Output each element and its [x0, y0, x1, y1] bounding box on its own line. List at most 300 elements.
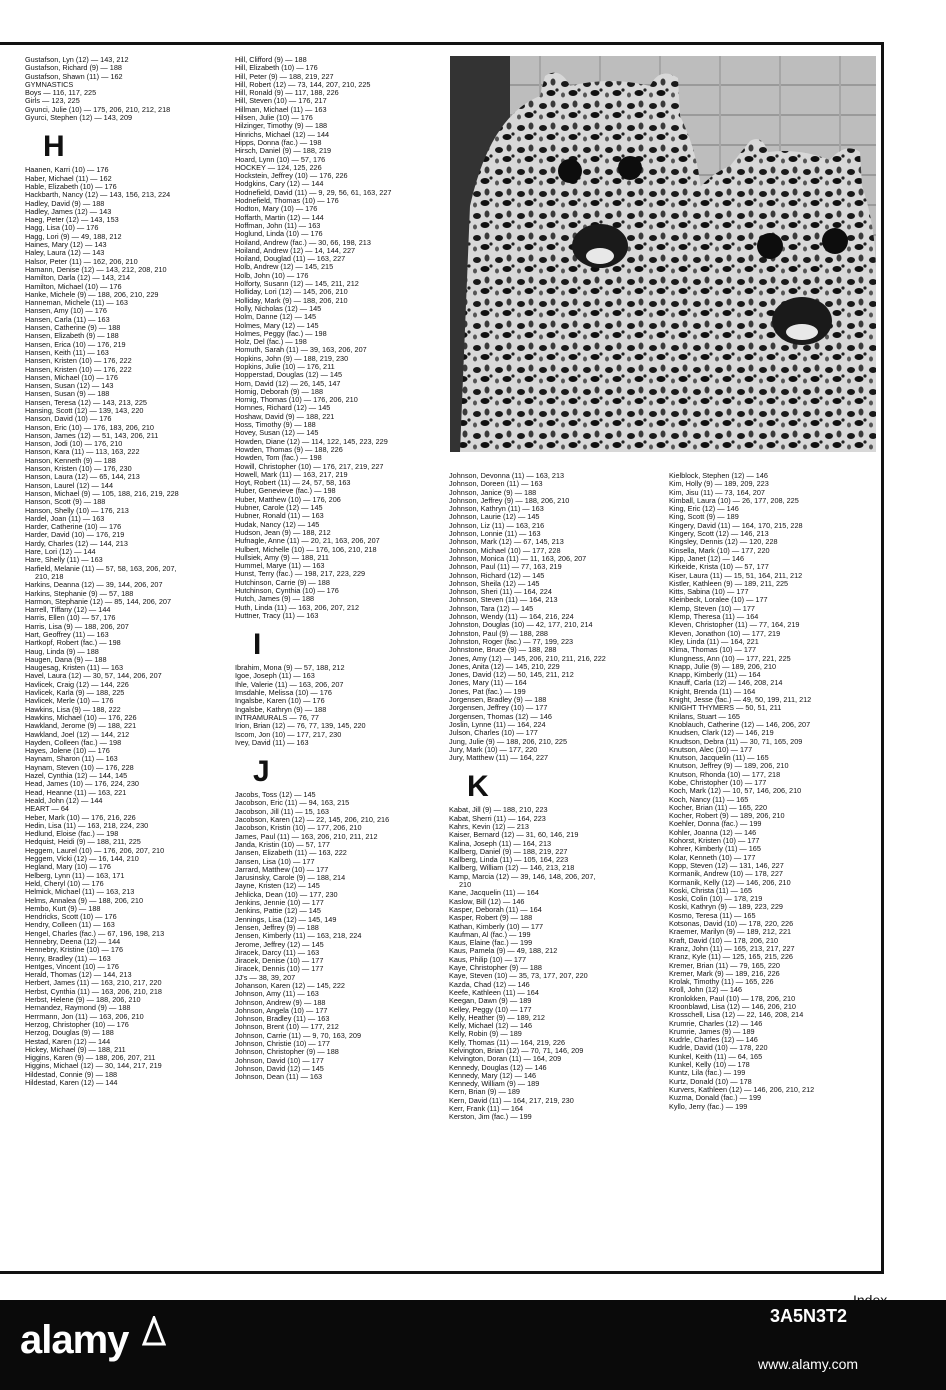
index-entry: Johnson, Bradley (11) — 163	[235, 1014, 330, 1024]
index-entry: Heber, Mark (10) — 176, 216, 226	[25, 812, 136, 822]
index-entry: Herbert, James (11) — 163, 210, 217, 220	[25, 978, 162, 988]
index-entry: Kopp, Steven (12) — 131, 146, 227	[669, 860, 784, 870]
index-entry: Johnson, Sheri (11) — 164, 224	[449, 587, 552, 597]
index-entry: Jones, Amy (12) — 145, 206, 210, 211, 216, 222	[449, 653, 606, 663]
index-entry: Hembo, Kurt (9) — 188	[25, 903, 101, 913]
index-entry: Boys — 116, 117, 225	[25, 88, 97, 98]
index-entry: Johnson, Amy (11) — 163	[235, 989, 319, 999]
index-entry: Hennebry, Kristine (10) — 176	[25, 945, 124, 955]
index-entry: Hansen, Elizabeth (9) — 188	[25, 331, 119, 341]
index-entry: Hansen, Teresa (12) — 143, 213, 225	[25, 397, 147, 407]
index-entry: Horn, David (12) — 26, 145, 147	[235, 378, 341, 388]
index-entry: Hufnagle, Anne (11) — 20, 21, 163, 206, 207	[235, 536, 380, 546]
index-entry: Hardel, Joan (11) — 163	[25, 513, 105, 523]
index-entry: Johnson, Dean (11) — 163	[235, 1072, 323, 1082]
index-entry: Haber, Michael (11) — 162	[25, 173, 112, 183]
index-entry: Johnstone, Bruce (9) — 188, 288	[449, 645, 557, 655]
index-entry: Igoe, Joseph (11) — 163	[235, 671, 315, 681]
index-entry: Helms, Annalea (9) — 188, 206, 210	[25, 895, 144, 905]
index-entry: Haynam, Sharon (11) — 163	[25, 754, 118, 764]
index-entry: Jenkins, Jennie (10) — 177	[235, 898, 324, 908]
index-entry: Hansen, Erica (10) — 176, 219	[25, 339, 126, 349]
index-entry: Hornig, Deborah (9) — 188	[235, 386, 324, 396]
index-entry: Jennings, Lisa (12) — 145, 149	[235, 914, 337, 924]
index-entry: Hawkins, Michael (10) — 176, 226	[25, 712, 137, 722]
index-entry: Knight, Brenda (11) — 164	[669, 686, 756, 696]
index-column-4	[669, 472, 814, 1111]
index-entry: Hoffman, John (11) — 163	[235, 220, 321, 230]
index-entry: Halsor, Peter (11) — 162, 206, 210	[25, 256, 138, 266]
index-entry: Kaslow, Bill (12) — 146	[449, 896, 525, 906]
index-entry: HEART — 64	[25, 804, 69, 814]
index-entry: Herald, Thomas (12) — 144, 213	[25, 970, 132, 980]
index-entry: Jerome, Jeffrey (12) — 145	[235, 939, 324, 949]
index-entry: Kohler, Joanna (12) — 146	[669, 827, 757, 837]
index-entry: Hillman, Michael (11) — 163	[235, 104, 327, 114]
index-entry: Kohrer, Kimberly (11) — 165	[669, 844, 761, 854]
index-entry: Knight, Jesse (fac.) — 49, 50, 199, 211, 212	[669, 695, 812, 705]
index-entry: Hoss, Timothy (9) — 188	[235, 420, 316, 430]
index-entry: Kim, Holly (9) — 189, 209, 223	[669, 479, 769, 489]
index-entry: Kimball, Laura (10) — 26, 177, 208, 225	[669, 495, 799, 505]
index-entry: Kielblock, Stephen (12) — 146	[669, 471, 768, 480]
index-entry: Janda, Kristin (10) — 57, 177	[235, 839, 330, 849]
index-column-3	[449, 472, 606, 1122]
index-entry: Gyurci, Stephen (12) — 143, 209	[25, 113, 133, 123]
index-entry: Hansen, Susan (12) — 143	[25, 381, 114, 391]
index-entry: Johnson, Jeffrey (9) — 188, 206, 210	[449, 495, 570, 505]
index-entry: Hodgkins, Cary (12) — 144	[235, 179, 324, 189]
index-entry: Kallberg, William (12) — 146, 213, 218	[449, 863, 575, 873]
index-entry: Hornig, Thomas (10) — 176, 206, 210	[235, 395, 358, 405]
index-entry: Jayne, Kristen (12) — 145	[235, 881, 320, 891]
index-entry: Hansen, Michael (10) — 176	[25, 372, 118, 382]
index-entry: Johnson, Brent (10) — 177, 212	[235, 1022, 339, 1032]
index-entry: Havlicek, Karla (9) — 188, 225	[25, 688, 125, 698]
index-entry: Kistler, Kathleen (9) — 189, 211, 225	[669, 578, 789, 588]
index-entry: Hopkins, John (9) — 188, 219, 230	[235, 353, 349, 363]
index-entry: Kunkel, Kelly (10) — 178	[669, 1060, 750, 1070]
index-entry: Hudak, Nancy (12) — 145	[235, 519, 320, 529]
index-entry: Johnson, Angela (10) — 177	[235, 1005, 328, 1015]
index-entry: Kaus, Pamela (9) — 49, 188, 212	[449, 946, 558, 956]
index-entry: King, Scott (9) — 189	[669, 512, 739, 522]
index-entry: Kraemer, Marilyn (9) — 189, 212, 221	[669, 927, 792, 937]
index-entry: Hentges, Vincent (10) — 176	[25, 961, 119, 971]
index-entry: Hare, Lori (12) — 144	[25, 547, 96, 557]
index-entry: Holb, Andrew (12) — 145, 215	[235, 262, 334, 272]
index-entry: Koski, Colin (10) — 178, 219	[669, 894, 763, 904]
index-entry: Holmes, Peggy (fac.) — 198	[235, 328, 327, 338]
index-entry: Kelvington, Brian (12) — 70, 71, 146, 209	[449, 1046, 584, 1055]
index-entry: Hill, Steven (10) — 176, 217	[235, 96, 327, 106]
index-entry: Hildestad, Karen (12) — 144	[25, 1078, 118, 1088]
index-entry: Homuth, Sarah (11) — 39, 163, 206, 207	[235, 345, 367, 355]
index-entry: Knutson, Alec (10) — 177	[669, 744, 753, 754]
index-entry: Jung, Julie (9) — 188, 206, 210, 225	[449, 736, 568, 746]
alamy-a-icon	[142, 1316, 166, 1346]
index-entry: HOCKEY — 124, 125, 226	[235, 162, 322, 172]
index-entry: Kamp, Marcia (12) — 39, 146, 148, 206, 207,	[449, 871, 596, 881]
index-entry: Hadley, David (9) — 188	[25, 198, 105, 208]
index-entry: Johnson, Carrie (11) — 9, 70, 163, 209	[235, 1030, 362, 1040]
index-entry: Hamann, Denise (12) — 143, 212, 208, 210	[25, 264, 167, 274]
index-entry: Klemp, Theresa (11) — 164	[669, 612, 759, 622]
index-entry: Huth, Linda (11) — 163, 206, 207, 212	[235, 602, 359, 612]
index-entry: Kroll, John (12) — 146	[669, 985, 743, 995]
index-entry: Kahrs, Kevin (12) — 213	[449, 821, 529, 831]
index-entry: Kitts, Sabina (10) — 177	[669, 587, 749, 597]
index-entry: Havel, Laura (12) — 30, 57, 144, 206, 207	[25, 671, 162, 681]
index-entry: Johnson, Liz (11) — 163, 216	[449, 520, 545, 530]
index-entry: Higgins, Karen (9) — 188, 206, 207, 211	[25, 1053, 156, 1063]
index-entry: Harris, Lisa (9) — 188, 206, 207	[25, 621, 129, 631]
index-entry: Johnson, Tara (12) — 145	[449, 603, 534, 613]
index-entry: Kaye, Steven (10) — 35, 73, 177, 207, 220	[449, 971, 588, 981]
index-entry: Kyllo, Jerry (fac.) — 199	[669, 1101, 748, 1111]
index-entry: Julson, Charles (10) — 177	[449, 728, 538, 738]
index-entry: Hanson, Laurel (12) — 144	[25, 480, 114, 490]
index-entry: Hendricks, Scott (10) — 176	[25, 912, 117, 922]
index-entry: Hagg, Lori (9) — 49, 188, 212	[25, 231, 122, 241]
index-entry: Hanson, Shelly (10) — 176, 213	[25, 505, 129, 515]
index-entry: Jensen, Jeffrey (9) — 188	[235, 922, 319, 932]
index-entry: Kohorst, Kristen (10) — 177	[669, 836, 760, 846]
index-entry: Koski, Kathryn (9) — 189, 223, 229	[669, 902, 783, 912]
index-entry: Hanson, Laura (12) — 65, 144, 213	[25, 472, 140, 482]
section-letter-j: J	[253, 755, 270, 789]
index-entry: Johnson, Wendy (11) — 164, 216, 224	[449, 612, 574, 622]
index-entry: Haeg, Peter (12) — 143, 153	[25, 215, 119, 225]
index-entry: Kennedy, Douglas (12) — 146	[449, 1062, 547, 1072]
index-entry: Haley, Laura (12) — 143	[25, 248, 105, 258]
index-entry: Jorgensen, Jeffrey (10) — 177	[449, 703, 548, 713]
index-entry: Ingalsbe, Karen (10) — 176	[235, 696, 325, 706]
index-entry: Hartkopf, Robert (fac.) — 198	[25, 638, 121, 648]
index-entry: Hadley, James (12) — 143	[25, 206, 112, 216]
index-entry: Kalina, Joseph (11) — 164, 213	[449, 838, 552, 848]
index-entry: Kingsley, Dennis (12) — 120, 228	[669, 537, 778, 547]
index-entry: Hipps, Donna (fac.) — 198	[235, 137, 322, 147]
index-entry: Hoffarth, Martin (12) — 144	[235, 212, 324, 222]
index-entry: Kormanik, Andrew (10) — 178, 227	[669, 869, 783, 879]
index-entry: Holliday, Lori (12) — 145, 206, 210	[235, 287, 348, 297]
index-entry: Hutchinson, Cynthia (10) — 176	[235, 586, 339, 595]
index-entry: Hanson, Eric (10) — 176, 183, 206, 210	[25, 422, 154, 432]
index-entry: Hill, Clifford (9) — 188	[235, 55, 307, 64]
index-entry: Hanson, Kara (11) — 113, 163, 222	[25, 447, 140, 457]
index-entry: Jacobson, Eric (11) — 94, 163, 215	[235, 798, 350, 808]
index-entry: Herzog, Christopher (10) — 176	[25, 1019, 129, 1029]
index-entry: Kunkel, Keith (11) — 64, 165	[669, 1051, 763, 1061]
index-entry: Hansen, Catherine (9) — 188	[25, 323, 121, 333]
index-entry: Hovey, Susan (12) — 145	[235, 428, 319, 438]
index-entry: Koch, Mark (12) — 10, 57, 146, 206, 210	[669, 786, 802, 796]
index-entry: Harmon, Stephanie (12) — 85, 144, 206, 207	[25, 596, 172, 606]
index-entry: Jensen, Kimberly (11) — 163, 218, 224	[235, 931, 362, 941]
index-entry: Kingery, David (11) — 164, 170, 215, 228	[669, 520, 803, 530]
index-entry: Hansing, Scott (12) — 139, 143, 220	[25, 405, 144, 415]
index-entry: Howden, Thomas (9) — 188, 226	[235, 444, 343, 454]
index-entry: Hullsiek, Amy (9) — 188, 211	[235, 552, 329, 562]
index-entry: Haanen, Karri (10) — 176	[25, 165, 109, 175]
index-entry: Holm, Danne (12) — 145	[235, 312, 317, 322]
index-entry: Harder, Catherine (10) — 176	[25, 522, 122, 532]
index-entry: Johnson, Steven (11) — 164, 213	[449, 595, 558, 605]
index-entry: Kingery, Scott (12) — 146, 213	[669, 529, 769, 539]
stock-brand-logo: alamy	[20, 1318, 129, 1362]
index-entry: Hinrichs, Michael (12) — 144	[235, 129, 330, 139]
index-entry: Keefe, Kathleen (11) — 164	[449, 987, 539, 997]
index-entry: Kuntz, Lila (fac.) — 199	[669, 1068, 746, 1078]
index-entry: Kelly, Thomas (11) — 164, 219, 226	[449, 1037, 566, 1047]
index-entry: Harfield, Melanie (11) — 57, 58, 163, 206, 207,	[25, 563, 177, 573]
index-entry: Knudtson, Debra (11) — 30, 71, 165, 209	[669, 736, 803, 746]
index-entry: Knapp, Kimberly (11) — 164	[669, 670, 761, 680]
index-entry: Harrell, Tiffany (12) — 144	[25, 605, 111, 615]
index-entry: Kotsonas, David (10) — 178, 220, 226	[669, 919, 794, 929]
index-entry: Hoiland, Andrew (12) — 14, 144, 227	[235, 245, 356, 255]
index-entry: Klemp, Steven (10) — 177	[669, 603, 755, 613]
index-entry: Hudson, Jean (9) — 188, 212	[235, 527, 331, 537]
frame-right-rule	[881, 42, 884, 1274]
index-entry: Johnson, Doreen (11) — 163	[449, 479, 543, 489]
index-entry: Knilans, Stuart — 165	[669, 711, 740, 721]
index-entry: Huber, Genevieve (fac.) — 198	[235, 486, 336, 496]
index-entry: Hegland, Mary (10) — 176	[25, 862, 111, 872]
index-entry: Knutson, Jacquelin (11) — 165	[669, 753, 769, 763]
index-entry: Hackbarth, Nancy (12) — 143, 156, 213, 224	[25, 190, 171, 200]
index-entry: Hawkland, Jerome (9) — 188, 221	[25, 721, 137, 731]
index-entry: Hilsen, Julie (10) — 176	[235, 113, 313, 123]
index-entry: Knudsen, Clark (12) — 146, 219	[669, 728, 774, 738]
index-entry: Hestad, Karen (12) — 144	[25, 1036, 111, 1046]
index-entry: Howden, Diane (12) — 114, 122, 145, 223, 229	[235, 436, 388, 446]
index-entry: Hendry, Colleen (11) — 163	[25, 920, 115, 930]
index-entry: Johnson, Richard (12) — 145	[449, 570, 545, 580]
index-entry: Kasper, Robert (9) — 188	[449, 913, 533, 923]
index-entry: Kelly, Robin (9) — 189	[449, 1029, 522, 1039]
index-entry: Henry, Bradley (11) — 163	[25, 953, 111, 963]
index-entry: Ibrahim, Mona (9) — 57, 188, 212	[235, 663, 345, 673]
index-entry: Holmes, Mary (12) — 145	[235, 320, 319, 330]
index-entry: Kabat, Jill (9) — 188, 210, 223	[449, 805, 548, 815]
index-entry: GYMNASTICS	[25, 79, 74, 89]
index-entry: Howill, Christopher (10) — 176, 217, 219, 227	[235, 461, 384, 471]
index-entry: Kosmo, Teresa (11) — 165	[669, 910, 756, 920]
index-entry: Krumrie, Charles (12) — 146	[669, 1018, 763, 1028]
index-entry: Kelly, Heather (9) — 189, 212	[449, 1012, 545, 1022]
index-entry: Kocher, Robert (9) — 189, 206, 210	[669, 811, 785, 821]
index-entry: Jacobson, Kristin (10) — 177, 206, 210	[235, 823, 362, 833]
index-entry: Hable, Elizabeth (10) — 176	[25, 181, 117, 191]
index-entry: Johnston, Paul (9) — 188, 288	[449, 628, 548, 638]
index-entry: Haugesag, Kristen (11) — 163	[25, 663, 124, 673]
index-entry: Hoiland, Andrew (fac.) — 30, 66, 198, 213	[235, 237, 371, 247]
index-entry: Kleinbeck, Loralee (10) — 177	[669, 595, 768, 605]
index-entry: Kronlokken, Paul (10) — 178, 206, 210	[669, 993, 796, 1003]
index-entry: Keegan, Dawn (9) — 189	[449, 996, 532, 1006]
index-entry: Helmick, Michael (11) — 163, 213	[25, 887, 135, 897]
index-entry: Krumrie, James (9) — 189	[669, 1026, 755, 1036]
index-entry: Kremer, Mark (9) — 189, 216, 226	[669, 968, 780, 978]
index-entry: Harris, Ellen (10) — 57, 176	[25, 613, 116, 623]
index-entry: Hopkins, Julie (10) — 176, 211	[235, 361, 335, 371]
photo-leopard-costume-mascots	[450, 56, 876, 452]
index-entry: Johnston, Roger (fac.) — 77, 199, 223	[449, 636, 574, 646]
index-entry: Kelly, Michael (12) — 146	[449, 1021, 533, 1031]
index-entry: Johnson, Monica (11) — 11, 163, 206, 207	[449, 553, 587, 563]
index-entry: Hill, Ronald (9) — 117, 188, 226	[235, 88, 339, 98]
section-letter-h: H	[43, 130, 65, 164]
index-entry: Koski, Christa (11) — 165	[669, 885, 752, 895]
index-entry: KNIGHT THYMERS — 50, 51, 211	[669, 703, 782, 713]
index-column-1	[25, 56, 179, 1087]
frame-bottom-rule	[0, 1271, 884, 1274]
index-entry: Kleven, Jonathon (10) — 177, 219	[669, 628, 781, 638]
index-entry: Joslin, Lynne (11) — 164, 224	[449, 719, 546, 729]
index-entry: Kipp, Janet (12) — 146	[669, 553, 745, 563]
index-entry: Klungness, Ann (10) — 177, 221, 225	[669, 653, 791, 663]
index-entry: Knutson, Jeffrey (9) — 189, 206, 210	[669, 761, 789, 771]
index-entry: Hutch, James (9) — 188	[235, 594, 315, 604]
index-entry: Johnson, Michael (10) — 177, 228	[449, 545, 561, 555]
index-entry: Kaus, Elaine (fac.) — 199	[449, 938, 533, 948]
index-entry: Johnson, Sheila (12) — 145	[449, 578, 540, 588]
index-entry: Kormanik, Kelly (12) — 146, 206, 210	[669, 877, 791, 887]
index-entry: Jorgensen, Thomas (12) — 146	[449, 711, 552, 721]
index-entry: Kasper, Deborah (11) — 164	[449, 904, 542, 914]
index-entry: Knapp, Julie (9) — 189, 206, 210	[669, 661, 777, 671]
index-entry: Harder, David (10) — 176, 219	[25, 530, 125, 540]
index-entry: Kabat, Sherri (11) — 164, 223	[449, 813, 546, 823]
index-entry: Jarusinsky, Carole (9) — 188, 214	[235, 873, 346, 883]
index-entry: Johnson, David (10) — 177	[235, 1055, 324, 1065]
index-entry: Herzog, Douglas (9) — 188	[25, 1028, 114, 1038]
index-entry: Hayes, Jolene (10) — 176	[25, 746, 110, 756]
index-entry: Jansen, Elizabeth (11) — 163, 222	[235, 848, 347, 858]
index-entry: Kazda, Chad (12) — 146	[449, 979, 530, 989]
index-entry: Knutson, Rhonda (10) — 177, 218	[669, 769, 781, 779]
index-entry: Holz, Del (fac.) — 198	[235, 337, 307, 347]
index-entry: Johnson, Kathryn (11) — 163	[449, 504, 544, 514]
index-entry: Kelvington, Doran (11) — 164, 209	[449, 1054, 562, 1064]
index-entry: Jones, David (12) — 50, 145, 211, 212	[449, 670, 574, 680]
index-entry: Hodnefield, Thomas (10) — 176	[235, 196, 339, 206]
index-entry: Kerston, Jim (fac.) — 199	[449, 1112, 532, 1122]
index-entry: Kurvers, Kathleen (12) — 146, 206, 210, 212	[669, 1084, 815, 1094]
index-entry: Kern, David (11) — 164, 217, 219, 230	[449, 1095, 574, 1105]
index-entry-continuation: 210	[459, 880, 472, 890]
index-entry: Kleven, Christopher (11) — 77, 164, 219	[669, 620, 800, 630]
index-entry: Kerr, Frank (11) — 164	[449, 1104, 524, 1114]
index-entry: Hodton, Mary (10) — 176	[235, 204, 318, 214]
index-entry: Krosschell, Lisa (12) — 22, 146, 208, 214	[669, 1010, 804, 1020]
index-entry: Kinsella, Mark (10) — 177, 220	[669, 545, 770, 555]
index-entry: Hubner, Ronald (11) — 163	[235, 511, 324, 521]
index-entry: Kranz, Kyle (11) — 125, 165, 215, 226	[669, 952, 793, 962]
index-entry: Gyunci, Julie (10) — 175, 206, 210, 212, 218	[25, 104, 171, 114]
index-entry: Head, Heanne (11) — 163, 221	[25, 787, 127, 797]
index-entry: Kudrle, David (10) — 178, 220	[669, 1043, 768, 1053]
index-entry: Kaye, Christopher (9) — 188	[449, 963, 542, 973]
index-entry: Hardy, Charles (12) — 144, 213	[25, 538, 128, 548]
index-entry: Jenkins, Pattie (12) — 145	[235, 906, 321, 916]
index-entry: Kane, Jacquelin (11) — 164	[449, 888, 539, 898]
index-entry: Klima, Thomas (10) — 177	[669, 645, 757, 655]
index-entry: Hedin, Lisa (11) — 163, 218, 224, 230	[25, 820, 149, 830]
index-entry: Johnson, Lonnie (11) — 163	[449, 529, 541, 539]
index-entry-continuation: 210, 218	[35, 571, 64, 581]
index-entry: Huttner, Tracy (11) — 163	[235, 610, 319, 620]
index-entry: Hildestad, Connie (9) — 188	[25, 1069, 118, 1079]
index-entry: Heggem, Vicki (12) — 16, 144, 210	[25, 854, 139, 864]
index-entry: Hill, Elizabeth (10) — 176	[235, 63, 318, 73]
index-entry: Hamilton, Michael (10) — 176	[25, 281, 122, 291]
index-entry: Kocher, Brian (11) — 165, 220	[669, 802, 768, 812]
index-entry: Hansen, Kristen (10) — 176, 222	[25, 356, 132, 366]
index-entry: Holb, John (10) — 176	[235, 270, 309, 280]
index-entry: Iscom, Jon (10) — 177, 217, 230	[235, 729, 342, 739]
index-entry: Kennedy, Mary (12) — 146	[449, 1070, 537, 1080]
index-entry: Imsdahle, Melissa (10) — 176	[235, 688, 332, 698]
index-entry: Kuzma, Donald (fac.) — 199	[669, 1093, 762, 1103]
index-entry: Koehler, Donna (fac.) — 199	[669, 819, 762, 829]
index-entry: Hoglund, Linda (10) — 176	[235, 229, 323, 239]
index-entry: Hayden, Colleen (fac.) — 198	[25, 737, 122, 747]
index-entry: Hopperstad, Douglas (12) — 145	[235, 370, 343, 380]
index-entry: Ihle, Valerie (11) — 163, 206, 207	[235, 679, 344, 689]
index-entry: Hansen, Susan (9) — 188	[25, 389, 110, 399]
index-entry: INTRAMURALS — 76, 77	[235, 712, 319, 722]
index-entry: Kraft, David (10) — 178, 206, 210	[669, 935, 779, 945]
index-entry: Hamilton, Darla (12) — 143, 214	[25, 273, 131, 283]
index-entry: Hoyt, Robert (11) — 24, 57, 58, 163	[235, 478, 351, 488]
index-entry: Hornnes, Richard (12) — 145	[235, 403, 331, 413]
index-entry: Hanson, Michael (9) — 105, 188, 216, 219, 228	[25, 488, 179, 498]
index-entry: Kim, Jisu (11) — 73, 164, 207	[669, 487, 765, 497]
index-entry: Heald, John (12) — 144	[25, 795, 103, 805]
index-entry: Kallberg, Linda (11) — 105, 164, 223	[449, 855, 569, 865]
index-entry: Haines, Mary (12) — 143	[25, 240, 107, 250]
index-entry: Jones, Anita (12) — 145, 210, 229	[449, 661, 560, 671]
index-entry: Held, Cheryl (10) — 176	[25, 878, 104, 888]
index-entry: Krolak, Timothy (11) — 165, 226	[669, 977, 774, 987]
index-entry: Helberg, Lynn (11) — 163, 171	[25, 870, 125, 880]
index-entry: Ingalsbe, Kathryn (9) — 188	[235, 704, 327, 714]
index-entry: Kaiser, Bernard (12) — 31, 60, 146, 219	[449, 830, 579, 840]
index-entry: King, Eric (12) — 146	[669, 504, 739, 514]
index-entry: Jacobs, Toss (12) — 145	[235, 790, 316, 800]
index-entry: Johnson, David (12) — 145	[235, 1063, 324, 1073]
index-entry: Gustafson, Shawn (11) — 162	[25, 71, 123, 81]
index-entry: Johnson, Janice (9) — 188	[449, 487, 537, 497]
index-entry: Harkins, Deanna (12) — 39, 144, 206, 207	[25, 580, 163, 590]
index-entry: Haug, Linda (9) — 188	[25, 646, 99, 656]
index-entry: Knoblauch, Catherine (12) — 146, 206, 207	[669, 719, 811, 729]
index-entry: Hirsch, Daniel (9) — 188, 219	[235, 146, 332, 156]
index-entry: Hockstein, Jeffrey (10) — 176, 226	[235, 171, 348, 181]
index-entry: Irion, Brian (12) — 76, 77, 139, 145, 220	[235, 721, 366, 731]
index-entry: Holly, Nicholas (12) — 145	[235, 303, 322, 313]
index-entry: Kremer, Brian (11) — 79, 165, 220	[669, 960, 780, 970]
index-entry: Kranz, John (11) — 165, 213, 217, 227	[669, 943, 795, 953]
index-entry: Hanson, Jodi (10) — 176, 210	[25, 439, 123, 449]
index-entry: Hansen, Keith (11) — 163	[25, 347, 109, 357]
index-entry: Herbst, Helene (9) — 188, 206, 210	[25, 995, 141, 1005]
index-entry: Kurtz, Donald (10) — 178	[669, 1076, 752, 1086]
index-entry: Havlicek, Craig (12) — 144, 226	[25, 679, 129, 689]
